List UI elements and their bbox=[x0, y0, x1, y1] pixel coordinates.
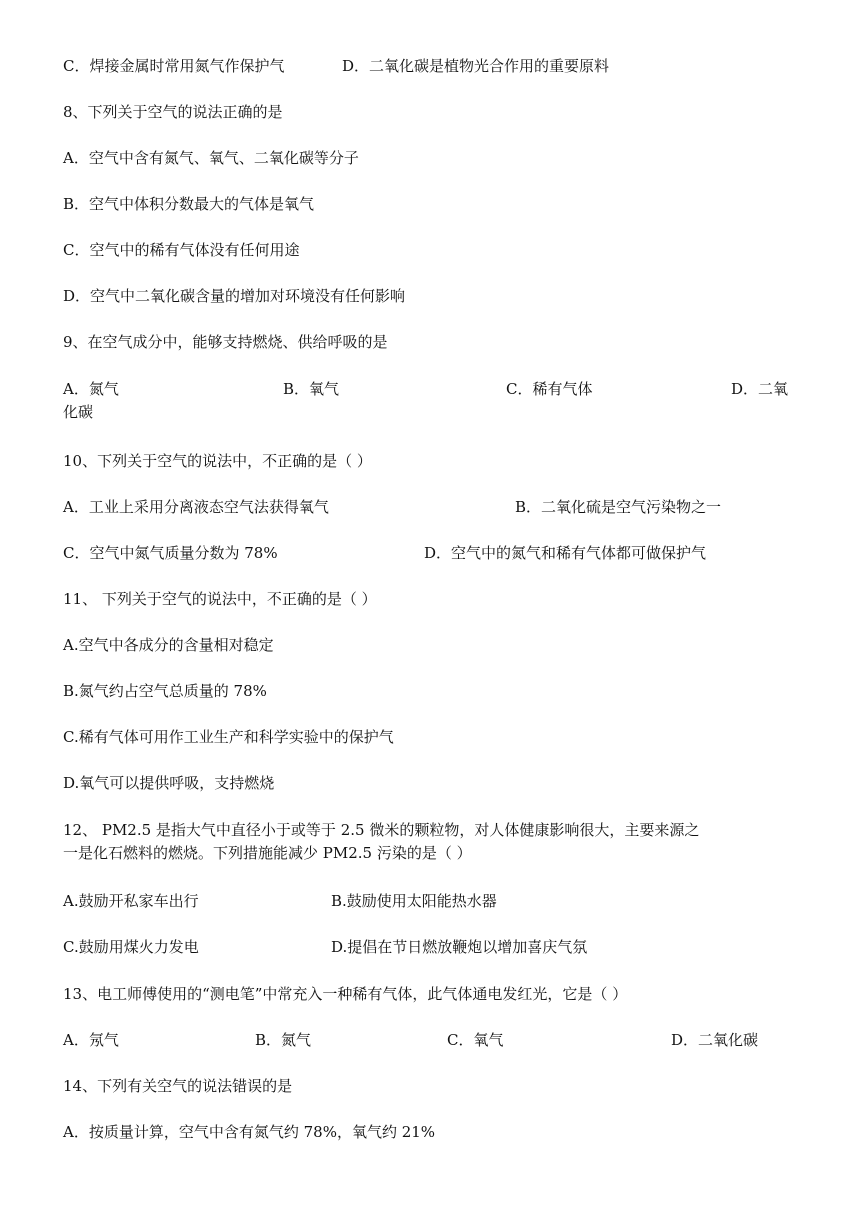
option-a: A．工业上采用分离液态空气法获得氧气 bbox=[63, 498, 329, 516]
option-c: C．焊接金属时常用氮气作保护气 bbox=[63, 57, 285, 75]
option-d: D.提倡在节日燃放鞭炮以增加喜庆气氛 bbox=[331, 938, 588, 956]
question-8-option-c: C．空气中的稀有气体没有任何用途 bbox=[63, 241, 300, 259]
question-11-stem: 11、 下列关于空气的说法中，不正确的是（ ） bbox=[63, 590, 377, 608]
question-8-option-d: D．空气中二氧化碳含量的增加对环境没有任何影响 bbox=[63, 287, 406, 305]
question-12-stem-wrap: 一是化石燃料的燃烧。下列措施能减少 PM2.5 污染的是（ ） bbox=[63, 844, 472, 862]
question-11-option-b: B.氮气约占空气总质量的 78% bbox=[63, 682, 267, 700]
question-8-option-a: A．空气中含有氮气、氧气、二氧化碳等分子 bbox=[63, 149, 359, 167]
question-11-option-c: C.稀有气体可用作工业生产和科学实验中的保护气 bbox=[63, 728, 394, 746]
option-c: C．氧气 bbox=[447, 1031, 504, 1049]
option-d: D．二氧 bbox=[731, 380, 789, 398]
question-9-option-d-wrap: 化碳 bbox=[63, 403, 94, 421]
option-b: B．氧气 bbox=[283, 380, 340, 398]
option-a: A．氖气 bbox=[63, 1031, 119, 1049]
option-d: D．空气中的氮气和稀有气体都可做保护气 bbox=[424, 544, 707, 562]
question-14-stem: 14、下列有关空气的说法错误的是 bbox=[63, 1077, 293, 1095]
question-11-option-d: D.氧气可以提供呼吸，支持燃烧 bbox=[63, 774, 275, 792]
option-a: A.鼓励开私家车出行 bbox=[63, 892, 199, 910]
option-c: C．空气中氮气质量分数为 78% bbox=[63, 544, 278, 562]
question-9-stem: 9、在空气成分中，能够支持燃烧、供给呼吸的是 bbox=[63, 333, 388, 351]
option-b: B.鼓励使用太阳能热水器 bbox=[331, 892, 497, 910]
option-c: C．稀有气体 bbox=[506, 380, 593, 398]
question-8-stem: 8、下列关于空气的说法正确的是 bbox=[63, 103, 283, 121]
option-d: D．二氧化碳 bbox=[671, 1031, 759, 1049]
option-d: D．二氧化碳是植物光合作用的重要原料 bbox=[342, 57, 610, 75]
question-13-stem: 13、电工师傅使用的“测电笔”中常充入一种稀有气体，此气体通电发红光，它是（ ） bbox=[63, 985, 628, 1003]
question-11-option-a: A.空气中各成分的含量相对稳定 bbox=[63, 636, 274, 654]
option-a: A．氮气 bbox=[63, 380, 119, 398]
question-14-option-a: A．按质量计算，空气中含有氮气约 78%，氧气约 21% bbox=[63, 1123, 436, 1141]
question-8-option-b: B．空气中体积分数最大的气体是氧气 bbox=[63, 195, 315, 213]
question-12-stem: 12、 PM2.5 是指大气中直径小于或等于 2.5 微米的颗粒物，对人体健康影响很大，主要来源之 bbox=[63, 821, 700, 839]
question-10-stem: 10、下列关于空气的说法中，不正确的是（ ） bbox=[63, 452, 372, 470]
option-b: B．氮气 bbox=[255, 1031, 312, 1049]
option-b: B．二氧化硫是空气污染物之一 bbox=[515, 498, 722, 516]
option-c: C.鼓励用煤火力发电 bbox=[63, 938, 199, 956]
